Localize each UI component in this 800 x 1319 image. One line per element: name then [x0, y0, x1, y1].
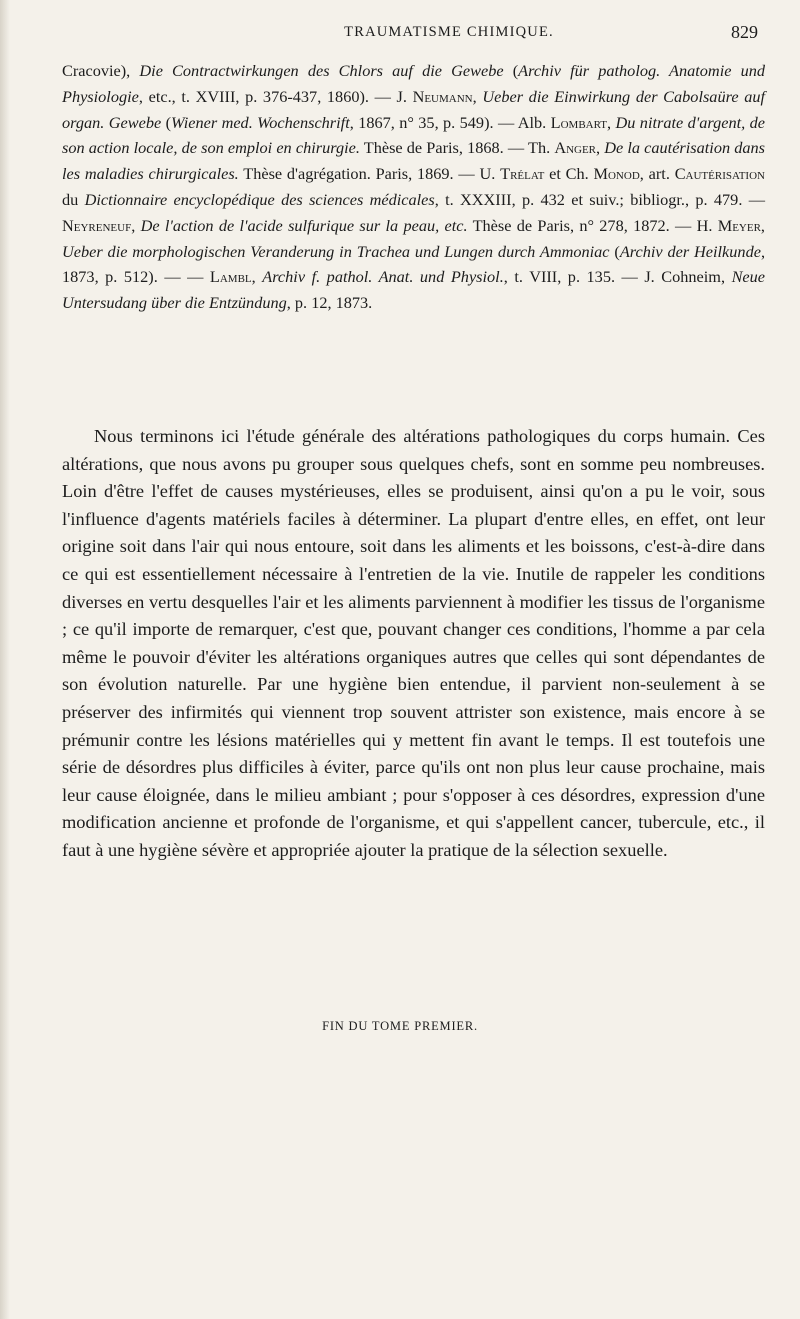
reference-run: Archiv für patholog. Anatomie und Physiologie: [62, 61, 766, 106]
reference-run: ,: [251, 267, 263, 287]
reference-run: , p. 12, 1873.: [286, 293, 373, 313]
reference-run: Wiener med. Wochenschrift: [171, 112, 350, 132]
reference-run: Thèse d'agrégation. Paris, 1869. — U.: [238, 164, 501, 184]
reference-run: Thèse de Paris, 1868. — Th.: [359, 138, 555, 158]
running-title: TRAUMATISME CHIMIQUE.: [344, 24, 554, 40]
reference-run: Cautérisation: [674, 164, 765, 184]
reference-run: Trélat: [500, 164, 545, 184]
reference-run: Ueber die morphologischen Veranderung in Trachea und Lungen durch Ammoniac: [62, 241, 610, 261]
reference-run: Du nitrate d'argent, de son action locale, de son emploi en chirurgie.: [62, 112, 765, 158]
reference-run: Meyer: [717, 215, 761, 235]
reference-run: (: [161, 112, 172, 132]
reference-run: , etc., t. XVIII, p. 376-437, 1860). — J.: [138, 86, 413, 106]
reference-run: De la cautérisation dans les maladies chirurgicales.: [62, 138, 765, 184]
running-head: [140, 24, 758, 44]
reference-run: Neumann: [412, 86, 473, 106]
closing-paragraph: Nous terminons ici l'étude générale des altérations pathologiques du corps humain. Ces altérations, que nous avons pu grouper sous quelques chefs, sont en somme peu nombreuses. Loin d'être l'effet de causes mystérieuses, elles se produisent, ainsi qu'on a pu le voir, sous l'influence d'agents matériels faciles à déterminer. La plupart d'entre elles, en effet, ont leur origine soit dans l'air qui nous entoure, soit dans les aliments et les boissons, c'est-à-dire dans ce qui est essentiellement nécessaire à l'entretien de la vie. Inutile de rappeler les conditions diverses en vertu desquelles l'air et les aliments parviennent à modifier les tissus de l'organisme ; ce qu'il importe de remarquer, c'est que, pouvant changer ces conditions, l'homme a par cela même le pouvoir d'éviter les altérations organiques autres que celles qui sont dépendantes de son évolution naturelle. Par une hygiène bien entendue, il parvient non-seulement à se préserver des infirmités qui viennent trop souvent attrister son existence, mais encore à se prémunir contre les lésions matérielles qui y mettent fin avant le temps. Il est toutefois une série de désordres plus difficiles à éviter, parce qu'ils ont non plus leur cause prochaine, mais leur cause éloignée, dans le milieu ambiant ; pour s'opposer à ces désordres, expression d'une modification ancienne et profonde de l'organisme, et qui s'appellent cancer, tubercule, etc., il faut à une hygiène sévère et appropriée ajouter la pratique de la sélection sexuelle.: [62, 426, 765, 860]
reference-run: Anger: [554, 138, 597, 158]
reference-run: Ueber die Einwirkung der Cabolsaüre auf organ. Gewebe: [62, 86, 765, 132]
reference-run: (: [609, 241, 620, 261]
reference-run: ,: [472, 86, 483, 106]
reference-run: , t. VIII, p. 135. — J. Cohneim,: [503, 267, 732, 287]
reference-run: ,: [131, 215, 141, 235]
reference-run: Lambl: [209, 267, 252, 287]
reference-run: Neyreneuf: [62, 215, 132, 235]
reference-run: Archiv der Heilkunde: [619, 241, 761, 261]
reference-run: Thèse de Paris, n° 278, 1872. — H.: [467, 215, 718, 235]
reference-run: ,: [760, 215, 765, 235]
bibliography-references: [62, 58, 765, 316]
reference-run: Lombart: [550, 112, 608, 132]
reference-run: Dictionnaire encyclopédique des sciences médicales: [84, 189, 435, 209]
reference-run: Neue Untersudang über die Entzündung: [62, 267, 766, 313]
reference-run: Cracovie),: [62, 61, 140, 80]
reference-run: Archiv f. pathol. Anat. und Physiol.: [262, 267, 504, 287]
reference-run: , 1867, n° 35, p. 549). — Alb.: [349, 112, 551, 132]
reference-run: , art.: [639, 164, 675, 184]
reference-run: ,: [596, 138, 605, 158]
reference-run: (: [503, 61, 519, 80]
reference-run: et Ch.: [544, 164, 594, 184]
reference-run: Die Contractwirkungen des Chlors auf die Gewebe: [139, 61, 504, 80]
reference-run: De l'action de l'acide sulfurique sur la peau, etc.: [140, 215, 468, 235]
reference-run: du: [62, 189, 85, 209]
reference-run: Monod: [593, 164, 640, 184]
reference-run: , t. XXXIII, p. 432 et suiv.; bibliogr., p. 479. —: [434, 189, 765, 209]
end-of-volume-note: FIN DU TOME PREMIER.: [322, 1019, 478, 1033]
reference-run: ,: [607, 112, 616, 132]
page-number: 829: [731, 22, 758, 42]
reference-run: , 1873, p. 512). — —: [62, 241, 766, 287]
page-gutter-shadow: [0, 0, 10, 1319]
